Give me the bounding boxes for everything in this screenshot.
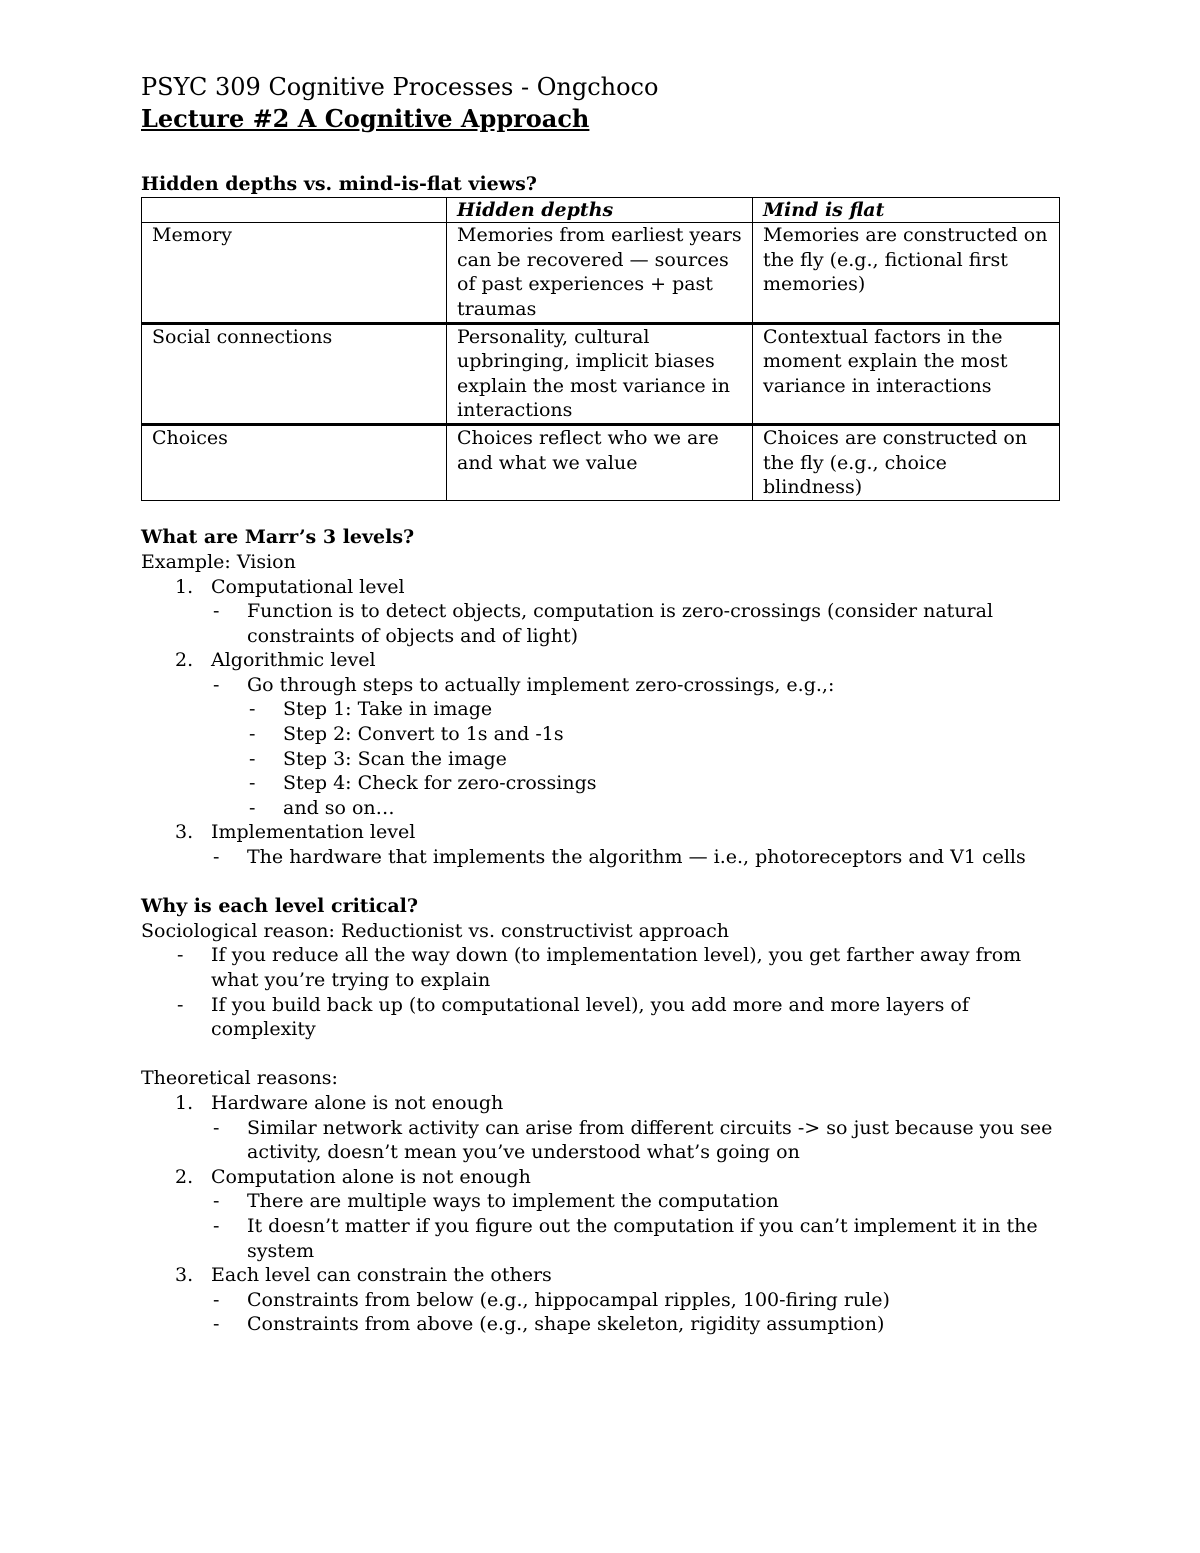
list-item <box>247 697 1061 722</box>
list-item <box>141 648 1061 820</box>
theoretical-reasons: Theoretical reasons: <box>141 1067 338 1090</box>
reason-label: Computation alone is not enough <box>211 1165 531 1188</box>
point-text: Go through steps to actually implement zero-crossings, e.g.,: <box>247 673 835 696</box>
table-cell: Memories from earliest years can be recovered — sources of past experiences + past traumas <box>447 223 753 323</box>
dash-bullet: - <box>213 1116 220 1139</box>
list-item <box>247 771 1061 796</box>
list-item <box>211 1214 1061 1263</box>
dash-bullet: - <box>213 600 220 623</box>
list-item <box>211 1288 1061 1313</box>
table-cell: Social connections <box>142 323 447 424</box>
point-text: Constraints from below (e.g., hippocampal ripples, 100-firing rule) <box>247 1288 890 1311</box>
step-text: Step 1: Take in image <box>283 698 493 721</box>
table-header-cell: Mind is flat <box>753 197 1060 223</box>
step-text: Step 3: Scan the image <box>283 747 507 770</box>
dash-bullet: - <box>177 993 184 1016</box>
dash-bullet: - <box>213 673 220 696</box>
dash-bullet: - <box>213 1288 220 1311</box>
list-item <box>247 722 1061 747</box>
point-text: Similar network activity can arise from different circuits -> so just because you see activity, doesn’t mean you’ve understood what’s going on <box>247 1116 1053 1164</box>
point-text: Constraints from above (e.g., shape skeleton, rigidity assumption) <box>247 1313 885 1336</box>
list-item <box>141 820 1061 869</box>
table-cell: Choices reflect who we are and what we value <box>447 424 753 500</box>
table-header-cell <box>142 197 447 223</box>
dash-bullet: - <box>213 1313 220 1336</box>
dash-bullet: - <box>213 1190 220 1213</box>
list-item <box>211 1189 1061 1214</box>
list-item <box>211 845 1061 870</box>
list-item <box>141 1263 1061 1337</box>
table-cell: Choices <box>142 424 447 500</box>
step-text: Step 4: Check for zero-crossings <box>283 772 597 795</box>
dash-bullet: - <box>213 1214 220 1237</box>
document-page <box>141 72 1061 1337</box>
step-text: and so on… <box>283 796 395 819</box>
dash-bullet: - <box>249 723 256 746</box>
point-text: If you build back up (to computational level), you add more and more layers of complexity <box>211 993 969 1041</box>
point-text: Function is to detect objects, computation is zero-crossings (consider natural constraints of objects and of light) <box>247 600 994 647</box>
level-label: Implementation level <box>211 821 416 844</box>
level-label: Algorithmic level <box>211 649 376 672</box>
table-cell: Personality, cultural upbringing, implicit biases explain the most variance in interactions <box>447 323 753 424</box>
list-item <box>141 1091 1061 1165</box>
step-text: Step 2: Convert to 1s and -1s <box>283 723 564 746</box>
dash-bullet: - <box>249 796 256 819</box>
point-text: The hardware that implements the algorithm — i.e., photoreceptors and V1 cells <box>247 846 1026 869</box>
views-table <box>141 197 1060 501</box>
list-number: 3. <box>175 1264 194 1287</box>
dash-bullet: - <box>249 698 256 721</box>
table-header-cell: Hidden depths <box>447 197 753 223</box>
level-points <box>211 845 1061 870</box>
course-title: PSYC 309 Cognitive Processes - Ongchoco <box>141 73 659 101</box>
sociological-points <box>141 943 1061 1041</box>
steps-list <box>247 697 1061 820</box>
dash-bullet: - <box>177 944 184 967</box>
sociological-reason: Sociological reason: Reductionist vs. constructivist approach <box>141 919 730 942</box>
reason-points <box>211 1189 1061 1263</box>
example-label: Example: Vision <box>141 550 296 573</box>
list-number: 2. <box>175 649 194 672</box>
list-item <box>141 993 1061 1042</box>
table-header-row <box>142 197 1060 223</box>
section-heading-marr: What are Marr’s 3 levels? <box>141 526 415 549</box>
point-text: If you reduce all the way down (to implementation level), you get farther away from what you’re trying to explain <box>211 944 1022 991</box>
list-number: 2. <box>175 1165 194 1188</box>
list-item <box>247 796 1061 821</box>
point-text: It doesn’t matter if you figure out the computation if you can’t implement it in the system <box>247 1214 1038 1262</box>
point-text: There are multiple ways to implement the computation <box>247 1190 779 1213</box>
list-item <box>211 599 1061 648</box>
level-points <box>211 599 1061 648</box>
table-cell: Memory <box>142 223 447 323</box>
table-row <box>142 424 1060 500</box>
reason-points <box>211 1116 1061 1165</box>
level-label: Computational level <box>211 575 405 598</box>
theoretical-reasons-list <box>141 1091 1061 1337</box>
list-item <box>211 1116 1061 1165</box>
dash-bullet: - <box>249 772 256 795</box>
list-item <box>247 747 1061 772</box>
reason-points <box>211 1288 1061 1337</box>
level-points <box>211 673 1061 821</box>
list-item <box>211 673 1061 821</box>
dash-bullet: - <box>213 846 220 869</box>
section-heading-why: Why is each level critical? <box>141 895 419 918</box>
reason-label: Hardware alone is not enough <box>211 1091 504 1114</box>
lecture-title: Lecture #2 A Cognitive Approach <box>141 104 590 133</box>
list-number: 3. <box>175 821 194 844</box>
list-number: 1. <box>175 1091 194 1114</box>
table-cell: Contextual factors in the moment explain the most variance in interactions <box>753 323 1060 424</box>
list-item <box>141 1165 1061 1263</box>
section-heading-views: Hidden depths vs. mind-is-flat views? <box>141 173 537 195</box>
list-item <box>141 575 1061 649</box>
marr-levels-list <box>141 575 1061 870</box>
list-item <box>211 1312 1061 1337</box>
list-number: 1. <box>175 575 194 598</box>
table-row <box>142 323 1060 424</box>
table-row <box>142 223 1060 323</box>
table-cell: Choices are constructed on the fly (e.g., choice blindness) <box>753 424 1060 500</box>
table-cell: Memories are constructed on the fly (e.g., fictional first memories) <box>753 223 1060 323</box>
reason-label: Each level can constrain the others <box>211 1264 552 1287</box>
dash-bullet: - <box>249 747 256 770</box>
list-item <box>141 943 1061 992</box>
